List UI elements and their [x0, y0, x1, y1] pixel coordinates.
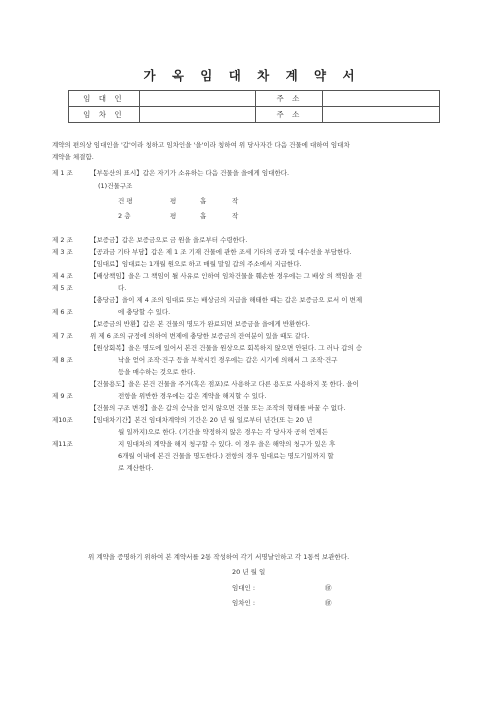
lessor-row [69, 91, 440, 107]
article-text: 위 제 6 조의 규정에 의하여 변제에 충당한 보증금의 잔여분이 있을 때도 같다. [90, 332, 310, 340]
article-number: 제 7 조 [52, 332, 73, 340]
article-number: 제 2 조 [52, 236, 73, 244]
article-text: 6개월 이내에 본건 건물을 명도한다.) 전항의 경우 임대료는 명도기일까지 할 [118, 452, 334, 460]
article-text: 【공과금 기타 부담】갑은 제 1 조 기재 건물에 관한 조세 기타의 공과 및 대수선을 부담한다. [90, 248, 352, 256]
structure-cell: 평 [170, 197, 177, 205]
structure-cell: 작 [232, 197, 239, 205]
article-text: 【임대료】임대료는 1개월 원으로 하고 매월 말일 갑의 주소에서 지급한다. [90, 260, 302, 268]
article-text: 【충당금】을이 제 4 조의 임대료 또는 배상금의 지급을 해태한 때는 갑은 보증금으 로서 이 변제 [90, 296, 363, 304]
structure-heading: (1)건물구조 [98, 182, 133, 190]
article-number: 제11조 [52, 440, 73, 448]
article-text: 다. [118, 284, 127, 292]
seal-icon: ㊞ [325, 584, 332, 592]
structure-cell: 평 [170, 212, 177, 220]
lessee-label: 임 차 인 [69, 107, 140, 123]
structure-cell: 홉 [200, 212, 207, 220]
article-text: 【보증금】갑은 보증금으로 금 원을 을로부터 수령한다. [90, 236, 248, 244]
article-number: 제 1 조 [52, 169, 73, 177]
lessor-address-field [323, 91, 440, 107]
lessee-signature-label: 임차인 : [232, 599, 256, 607]
article-text: 【원상회복】을은 명도에 있어서 본건 건물을 원상으로 회복하지 않으면 안된다. 그 러나 갑의 승 [90, 344, 363, 352]
article-text: 【건물용도】을은 본건 건물을 주거(혹은 점포)로 사용하고 다른 용도로 사용하지 못 한다. 을이 [90, 380, 359, 388]
intro-paragraph [52, 139, 452, 163]
seal-icon: ㊞ [325, 599, 332, 607]
structure-cell: 건 평 [118, 197, 133, 205]
lessee-name-field [139, 107, 256, 123]
article-text: 【임대차기간】본건 임대차계약의 기간은 20 년 월 일로부터 년간(또 는 20 년 [90, 416, 313, 424]
article-number: 제 8 조 [52, 356, 73, 364]
article-number: 제 4 조 [52, 272, 73, 280]
article-text: 지 임대차의 계약을 해지 청구할 수 있다. 이 경우 을은 해약의 청구가 있은 후 [118, 440, 336, 448]
lessee-row [69, 107, 440, 123]
structure-cell: 2 층 [118, 212, 131, 220]
article-number: 제 9 조 [52, 392, 73, 400]
article-text: 【보증금의 반환】갑은 본 건물의 명도가 완료되면 보증금을 을에게 반환한다. [90, 320, 310, 328]
structure-cell: 작 [232, 212, 239, 220]
contract-date: 20 년 월 일 [232, 568, 266, 576]
article-text: 【부동산의 표시】갑은 자기가 소유하는 다음 건물을 을에게 임대한다. [90, 169, 290, 177]
article-text: 등을 매수하는 것으로 한다. [118, 368, 196, 376]
article-text: 월 일까지)으로 한다. (기간을 약정하지 않은 경우는 각 당사자 공히 언제든 [118, 428, 328, 436]
lessee-address-label: 주 소 [256, 107, 323, 123]
article-text: 낙을 얻어 조작·건구 등을 부착시킨 경우에는 갑은 시기에 의해서 그 조작·건구 [118, 356, 338, 364]
article-number: 제 6 조 [52, 308, 73, 316]
document-title: 가 옥 임 대 차 계 약 서 [143, 68, 361, 83]
article-number: 제 5 조 [52, 284, 73, 292]
article-text: 로 계산한다. [118, 464, 154, 472]
article-text: 에 충당할 수 있다. [118, 308, 171, 316]
parties-table [68, 90, 440, 123]
lessee-address-field [323, 107, 440, 123]
article-text: 전항을 위반한 경우에는 갑은 계약을 해지할 수 있다. [118, 392, 267, 400]
lessor-name-field [139, 91, 256, 107]
structure-cell: 홉 [200, 197, 207, 205]
article-text: 【건물의 구조 변경】을은 갑의 승낙을 얻지 않으면 건물 또는 조작의 형태를 바꿀 수 없다. [90, 404, 346, 412]
closing-statement: 위 계약을 증명하기 위하여 본 계약서를 2통 작성하여 각기 서명날인하고 각 1통씩 보관한다. [88, 553, 350, 561]
intro-line: 계약의 편의상 임대인을 '갑'이라 칭하고 임차인을 '을'이라 칭하여 위 당사자간 다음 건물에 대하여 임대차 [52, 141, 350, 149]
lessor-label: 임 대 인 [69, 91, 140, 107]
article-number: 제10조 [52, 416, 73, 424]
intro-line: 계약을 체결함. [52, 153, 94, 161]
article-number: 제 3 조 [52, 248, 73, 256]
lessor-address-label: 주 소 [256, 91, 323, 107]
lessor-signature-label: 임대인 : [232, 584, 256, 592]
article-text: 【배상책임】을은 그 책임이 될 사유로 인하여 임차건물을 훼손한 경우에는 그 배상 의 책임을 진 [90, 272, 363, 280]
